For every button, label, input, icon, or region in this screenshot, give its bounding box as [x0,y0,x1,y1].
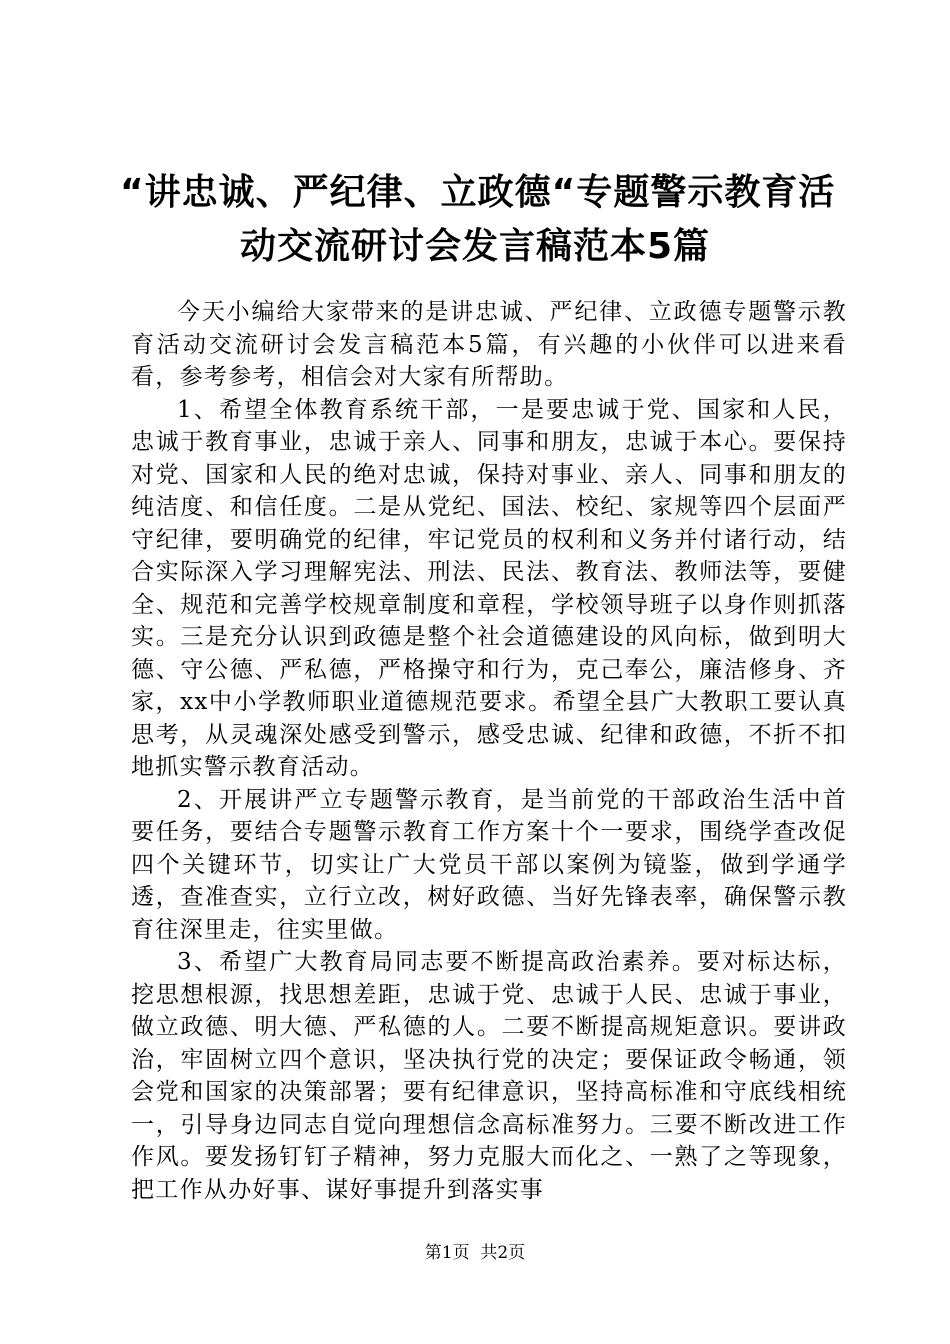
paragraph-3: 3、希望广大教育局同志要不断提高政治素养。要对标达标，挖思想根源，找思想差距，忠诚于党、忠诚于人民、忠诚于事业，做立政德、明大德、严私德的人。二要不断提高规矩意识。要讲政治，牢固树立四个意识，坚决执行党的决定；要保证政令畅通，领会党和国家的决策部署；要有纪律意识，坚持高标准和守底线相统一，引导身边同志自觉向理想信念高标准努力。三要不断改进工作作风。要发扬钉钉子精神，努力克服大而化之、一熟了之等现象，把工作从办好事、谋好事提升到落实事 [131,949,847,1203]
page-footer [0,1242,950,1264]
page-number: 第1页 共2页 [424,1243,526,1263]
title-line-1: “讲忠诚、严纪律、立政德“专题警示教育活 [120,172,836,213]
intro-paragraph: 今天小编给大家带来的是讲忠诚、严纪律、立政德专题警示教育活动交流研讨会发言稿范本5篇，有兴趣的小伙伴可以进来看看，参考参考，相信会对大家有所帮助。 [131,299,847,390]
document-title [120,166,836,274]
paragraph-2: 2、开展讲严立专题警示教育，是当前党的干部政治生活中首要任务，要结合专题警示教育工作方案十个一要求，围绕学查改促四个关键环节，切实让广大党员干部以案例为镜鉴，做到学通学透，查准查实，立行立改，树好政德、当好先锋表率，确保警示教育往深里走，往实里做。 [131,786,847,943]
document-body [131,296,847,1206]
title-line-2: 动交流研讨会发言稿范本5篇 [239,226,711,267]
paragraph-1: 1、希望全体教育系统干部，一是要忠诚于党、国家和人民，忠诚于教育事业，忠诚于亲人、同事和朋友，忠诚于本心。要保持对党、国家和人民的绝对忠诚，保持对事业、亲人、同事和朋友的纯洁度、和信任度。二是从党纪、国法、校纪、家规等四个层面严守纪律，要明确党的纪律，牢记党员的权利和义务并付诸行动，结合实际深入学习理解宪法、刑法、民法、教育法、教师法等，要健全、规范和完善学校规章制度和章程，学校领导班子以身作则抓落实。三是充分认识到政德是整个社会道德建设的风向标，做到明大德、守公德、严私德，严格操守和行为，克己奉公，廉洁修身、齐家，xx中小学教师职业道德规范要求。希望全县广大教职工要认真思考，从灵魂深处感受到警示，感受忠诚、纪律和政德，不折不扣地抓实警示教育活动。 [131,396,847,780]
